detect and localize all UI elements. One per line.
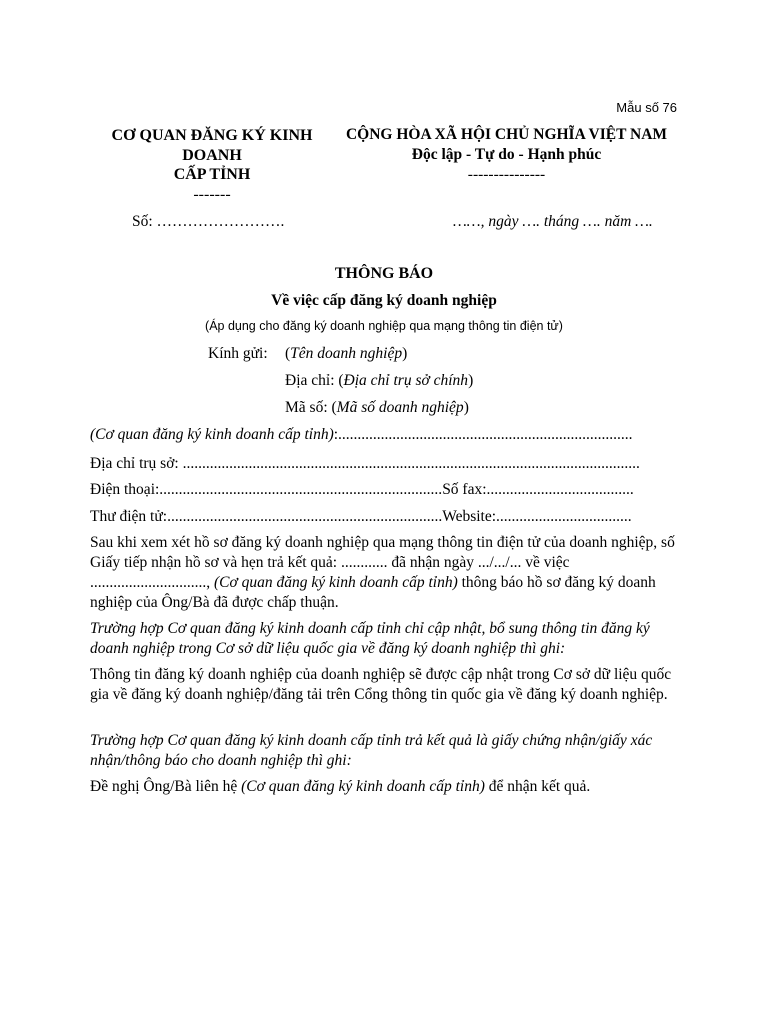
email-field: Thư điện tử:.......................................................................	[90, 508, 443, 525]
fax-field: Số fax:......................................	[442, 481, 634, 498]
issuer-divider: -------	[193, 185, 231, 203]
hq-address-field: Địa chỉ trụ sở: ......................................................................................................................	[90, 455, 640, 472]
application-note: (Áp dụng cho đăng ký doanh nghiệp qua mạng thông tin điện tử)	[205, 319, 563, 333]
republic-divider: ---------------	[467, 166, 546, 183]
agency-field: (Cơ quan đăng ký kinh doanh cấp tỉnh):............................................................................	[90, 426, 633, 443]
republic-motto: Độc lập - Tự do - Hạnh phúc	[411, 146, 602, 163]
recipient-code: Mã số: (Mã số doanh nghiệp)	[285, 399, 469, 416]
body-paragraph-update-info: Thông tin đăng ký doanh nghiệp của doanh nghiệp sẽ được cập nhật trong Cơ sở dữ liệu quốc gia về đăng ký doanh nghiệp/đăng tải trên Cổng thông tin quốc gia về đăng ký doanh nghiệp.	[90, 666, 672, 703]
body-paragraph-approval: Sau khi xem xét hồ sơ đăng ký doanh nghiệp qua mạng thông tin điện tử của doanh nghiệp, số Giấy tiếp nhận hồ sơ và hẹn trả kết quả: ............ đã nhận ngày .../.../... về việc .............................., (Cơ quan đăng ký kinh doanh cấp tỉnh) thông báo hồ sơ đăng ký doanh nghiệp của Ông/Bà đã được chấp thuận.	[90, 534, 675, 611]
national-header	[340, 125, 673, 185]
phone-field: Điện thoại:.........................................................................	[90, 481, 443, 498]
document-date: ……, ngày …. tháng …. năm ….	[453, 213, 653, 230]
document-subtitle: Về việc cấp đăng ký doanh nghiệp	[271, 292, 497, 309]
body-paragraph-contact: Đề nghị Ông/Bà liên hệ (Cơ quan đăng ký kinh doanh cấp tỉnh) để nhận kết quả.	[90, 778, 591, 795]
body-paragraph-case-update: Trường hợp Cơ quan đăng ký kinh doanh cấp tỉnh chỉ cập nhật, bổ sung thông tin đăng ký doanh nghiệp trong Cơ sở dữ liệu quốc gia về đăng ký doanh nghiệp thì ghi:	[90, 620, 650, 657]
issuer-line-3: CẤP TỈNH	[173, 166, 251, 183]
phone-fax-field	[90, 481, 690, 499]
email-website-field	[90, 508, 690, 526]
republic-name: CỘNG HÒA XÃ HỘI CHỦ NGHĨA VIỆT NAM	[345, 126, 668, 143]
issuer-line-2: DOANH	[182, 146, 242, 164]
document-number: Số: …………………….	[132, 213, 285, 230]
issuing-agency-header	[100, 126, 324, 204]
document-title: THÔNG BÁO	[334, 265, 434, 282]
recipient-name: (Tên doanh nghiệp)	[285, 345, 408, 362]
recipient-address: Địa chỉ: (Địa chỉ trụ sở chính)	[285, 372, 474, 389]
issuer-line-1: CƠ QUAN ĐĂNG KÝ KINH	[111, 127, 313, 144]
form-number: Mẫu số 76	[616, 100, 677, 115]
recipient-label: Kính gửi:	[208, 345, 268, 362]
website-field: Website:...................................	[442, 508, 632, 525]
body-paragraph-case-certificate: Trường hợp Cơ quan đăng ký kinh doanh cấp tỉnh trả kết quả là giấy chứng nhận/giấy xác nhận/thông báo cho doanh nghiệp thì ghi:	[90, 732, 653, 769]
